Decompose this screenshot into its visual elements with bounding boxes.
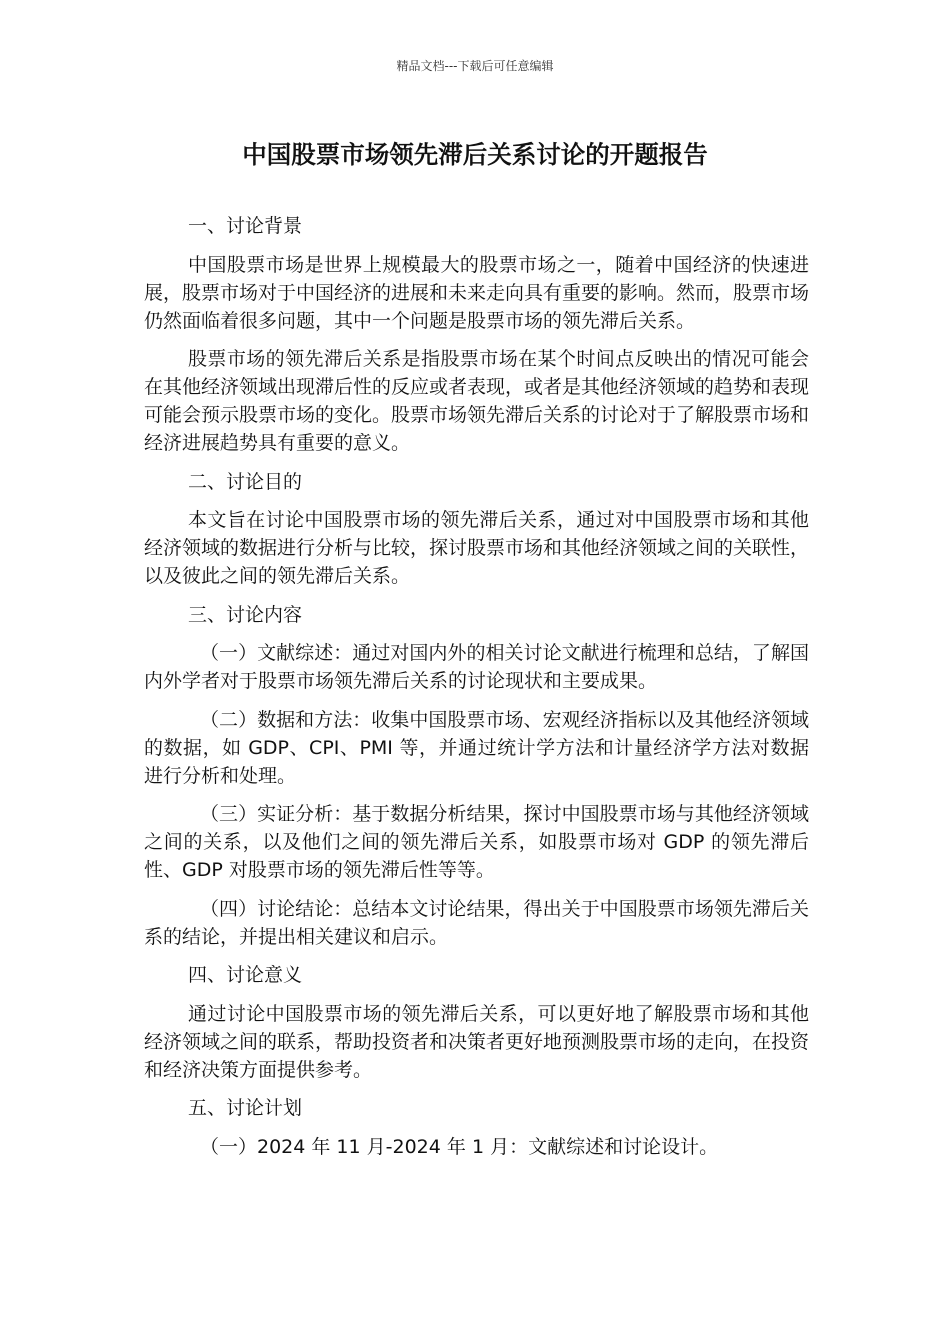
content-item-empirical: （三）实证分析：基于数据分析结果，探讨中国股票市场与其他经济领域之间的关系，以及他们之间的领先滞后关系，如股票市场对 GDP 的领先滞后性、GDP 对股票市场的领先滞后性等等。 [144, 803, 809, 881]
paragraph-background-1: 中国股票市场是世界上规模最大的股票市场之一，随着中国经济的快速进展，股票市场对于中国经济的进展和未来走向具有重要的影响。然而，股票市场仍然面临着很多问题，其中一个问题是股票市场的领先滞后关系。 [144, 253, 810, 332]
paragraph-purpose: 本文旨在讨论中国股票市场的领先滞后关系，通过对中国股票市场和其他经济领域的数据进行分析与比较，探讨股票市场和其他经济领域之间的关联性，以及彼此之间的领先滞后关系。 [144, 509, 810, 587]
section-heading-background: 一、讨论背景 [188, 215, 303, 237]
content-item-conclusion: （四）讨论结论：总结本文讨论结果，得出关于中国股票市场领先滞后关系的结论，并提出相关建议和启示。 [144, 897, 809, 948]
content-item-data-methods: （二）数据和方法：收集中国股票市场、宏观经济指标以及其他经济领域的数据，如 GDP、CPI、PMI 等，并通过统计学方法和计量经济学方法对数据进行分析和处理。 [144, 708, 809, 787]
section-heading-significance: 四、讨论意义 [188, 964, 303, 986]
document-body [144, 212, 809, 1171]
header-note: 精品文档---下载后可任意编辑 [396, 59, 554, 73]
plan-item-1: （一）2024 年 11 月-2024 年 1 月：文献综述和讨论设计。 [200, 1135, 719, 1158]
content-item-literature: （一）文献综述：通过对国内外的相关讨论文献进行梳理和总结，了解国内外学者对于股票市场领先滞后关系的讨论现状和主要成果。 [144, 642, 809, 692]
section-heading-purpose: 二、讨论目的 [188, 470, 303, 493]
document-title: 中国股票市场领先滞后关系讨论的开题报告 [242, 140, 708, 169]
paragraph-background-2: 股票市场的领先滞后关系是指股票市场在某个时间点反映出的情况可能会在其他经济领域出现滞后性的反应或者表现，或者是其他经济领域的趋势和表现可能会预示股票市场的变化。股票市场领先滞后关系的讨论对于了解股票市场和经济进展趋势具有重要的意义。 [144, 348, 810, 454]
section-heading-content: 三、讨论内容 [188, 603, 303, 626]
section-heading-plan: 五、讨论计划 [188, 1097, 303, 1119]
paragraph-significance: 通过讨论中国股票市场的领先滞后关系，可以更好地了解股票市场和其他经济领域之间的联系，帮助投资者和决策者更好地预测股票市场的走向，在投资和经济决策方面提供参考。 [144, 1002, 810, 1081]
